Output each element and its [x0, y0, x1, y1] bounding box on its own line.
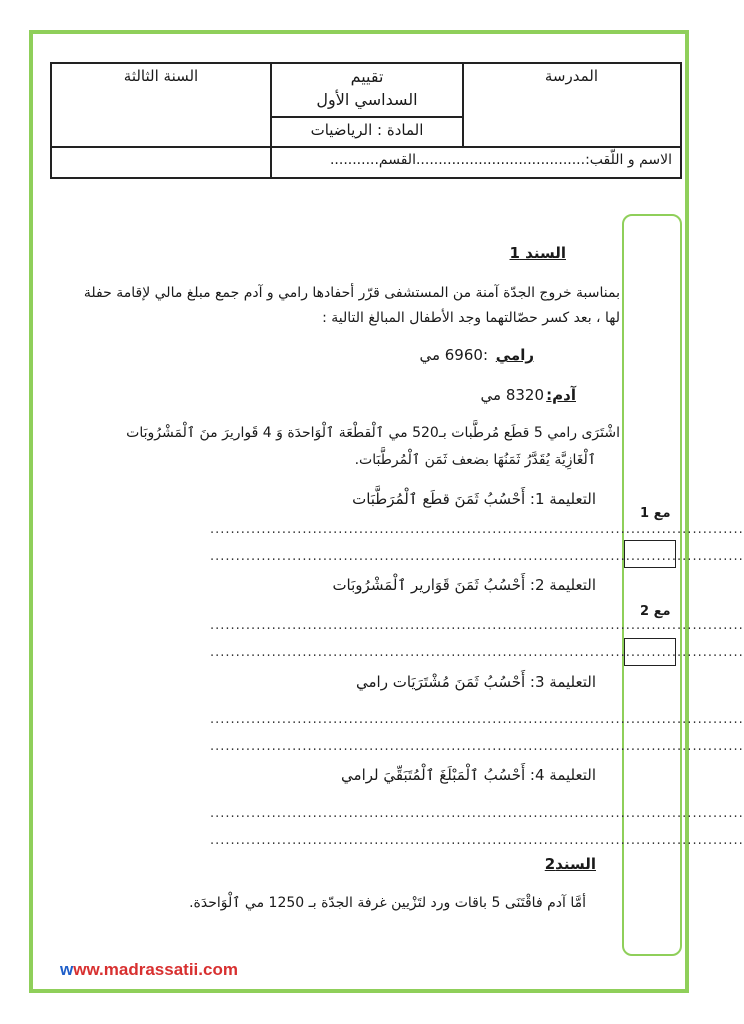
purchase-line-1: اشْتَرَى رامي 5 قطَع مُرطَّبات بـ520 مي ٱلْقطْعَة ٱلْوَاحدَة وَ 4 قَواريرَ منَ ٱلْمَشْرُوبَات	[126, 425, 620, 441]
evaluation-title: تقييم	[350, 67, 384, 86]
instruction-3: التعليمة 3: أَحْسُبُ ثَمَنَ مُشْتَرَيَات رامي	[355, 673, 596, 691]
adam-name: آدم:	[546, 386, 576, 404]
sanad-2-text: أمَّا آدم فاقْتَنَى 5 باقات ورد لتَزْيين غرفة الجدّة بـ 1250 مي ٱلْوَاحدَة.	[189, 895, 586, 911]
sanad-1-intro-line-1: بمناسبة خروج الجدّة آمنة من المستشفى قرّر أحفادها رامي و آدم جمع مبلغ مالي لإقامة حفلة	[83, 285, 620, 301]
answer-line[interactable]: ........................................................................................................	[210, 833, 744, 848]
instruction-1: التعليمة 1: أَحْسُبُ ثَمَنَ قطَع ٱلْمُرَطَّبَات	[352, 490, 596, 508]
criterion-2-label: مع 2	[640, 604, 671, 619]
header-divider-2	[462, 64, 464, 146]
answer-line[interactable]: ........................................................................................................	[210, 618, 744, 633]
rami-amount: :6960 مي	[419, 346, 488, 364]
header-divider-3	[270, 116, 464, 118]
sanad-2-title: السند2	[544, 855, 596, 873]
instruction-2: التعليمة 2: أَحْسُبُ ثَمَنَ قَوَارير ٱلْمَشْرُوبَات	[332, 576, 596, 594]
adam-amount: 8320 مي	[480, 386, 544, 404]
site-watermark	[60, 960, 238, 980]
header-table	[50, 62, 682, 179]
answer-line[interactable]: ........................................................................................................	[210, 645, 744, 660]
watermark-rest: ww.madrassatii.com	[73, 960, 238, 979]
answer-line[interactable]: ........................................................................................................	[210, 739, 744, 754]
purchase-line-2: ٱلْغَازِيَّة يُقَدَّرُ ثَمَنُهَا بضعف ثَمَن ٱلْمُرطَّبَات.	[354, 452, 596, 468]
header-divider-4	[52, 146, 680, 148]
answer-line[interactable]: ........................................................................................................	[210, 712, 744, 727]
answer-line[interactable]: ........................................................................................................	[210, 549, 744, 564]
subject-label: المادة : الرياضيات	[310, 121, 424, 139]
year-level-label: السنة الثالثة	[123, 67, 199, 85]
semester-label: السداسي الأول	[316, 90, 418, 109]
rami-name: رامي	[495, 346, 534, 364]
answer-line[interactable]: ........................................................................................................	[210, 522, 744, 537]
answer-line[interactable]: ........................................................................................................	[210, 806, 744, 821]
instruction-4: التعليمة 4: أَحْسُبُ ٱلْمَبْلَغَ ٱلْمُتَبَقِّيَ لرامي	[341, 766, 596, 784]
school-label: المدرسة	[544, 67, 598, 85]
criterion-1-label: مع 1	[640, 506, 671, 521]
sanad-1-title: السند 1	[509, 244, 566, 262]
name-class-field[interactable]: الاسم و اللّقب:......................................القسم...........	[329, 152, 672, 168]
watermark-prefix: w	[60, 960, 74, 979]
sanad-1-intro-line-2: لها ، بعد كسر حصّالتهما وجد الأطفال المبالغ التالية :	[322, 310, 620, 326]
